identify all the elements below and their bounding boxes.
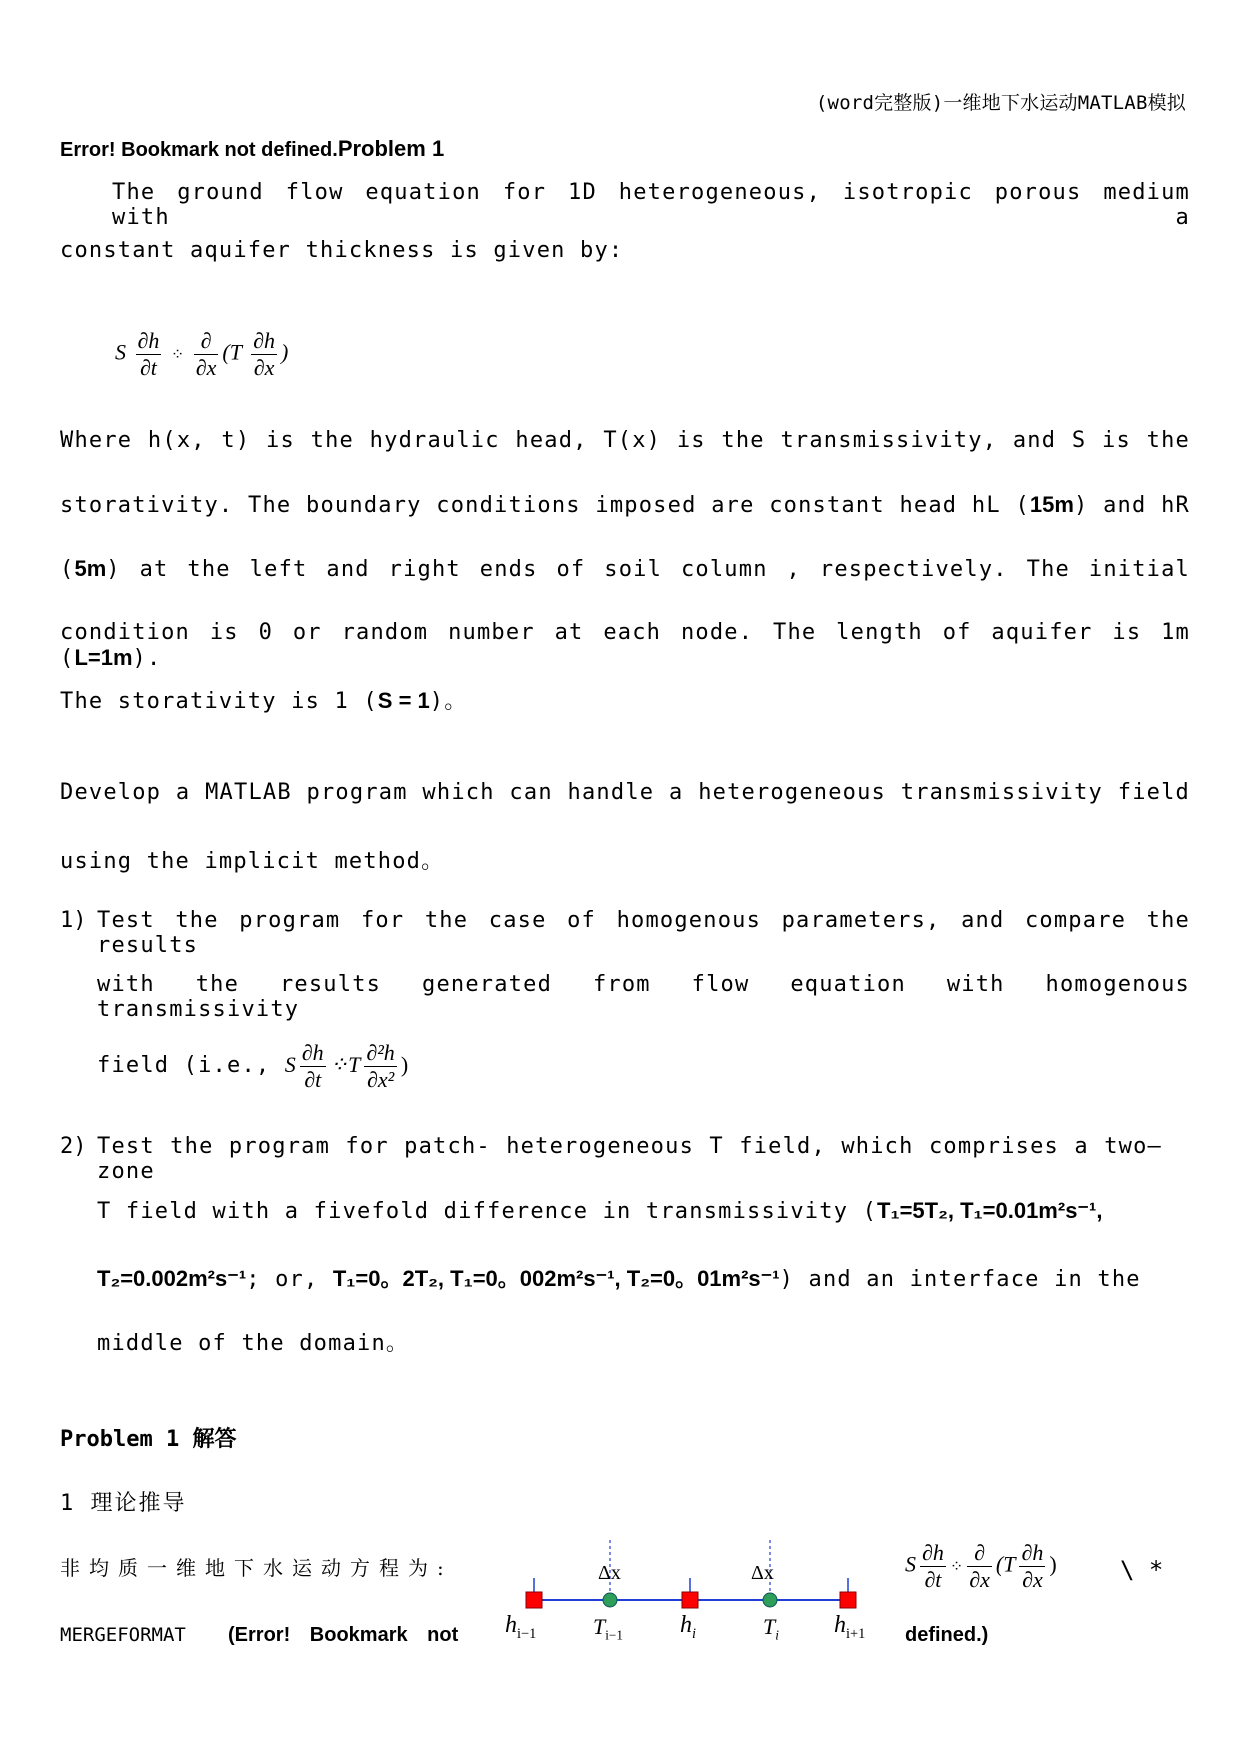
para2-hl-value: 15m: [1029, 492, 1074, 517]
item2-line4: middle of the domain。: [97, 1331, 410, 1356]
item1-eq-S: S: [284, 1051, 296, 1077]
item1-line3-a: field (i.e.,: [97, 1053, 285, 1079]
item2-t2-value: T₂=0.002m²s⁻¹: [97, 1266, 247, 1291]
head-node-i: [682, 1592, 698, 1608]
eq2-num1: ∂h: [922, 1540, 944, 1565]
para2-line2-a: storativity. The boundary conditions imposed are constant head hL (: [60, 493, 1030, 518]
item1-line3: [97, 1040, 1190, 1093]
label-h-ip1: $h_{i+1}$: [834, 1612, 866, 1642]
bookmark-error: Error! Bookmark not defined.: [60, 139, 338, 161]
problem-title-text: Problem 1: [337, 136, 445, 161]
eq2-den3: ∂x: [1022, 1567, 1043, 1592]
para2-line4-a: condition is 0 or random number at each node. The length of aquifer is 1m (: [60, 620, 1190, 671]
eq2-S: S: [905, 1551, 916, 1577]
item2-t-values-1: T₁=5T₂, T₁=0.01m²s⁻¹,: [877, 1198, 1103, 1223]
answer-title: Problem 1 解答: [60, 1427, 237, 1452]
eq1-den1: ∂t: [139, 355, 157, 380]
error-bookmark-text: (Error! Bookmark not: [228, 1624, 459, 1646]
item1-equation: [284, 1040, 409, 1092]
label-t-im1: $T_{i-1}$: [593, 1614, 623, 1643]
item2-line2-a: T field with a fivefold difference in transmissivity (: [97, 1199, 878, 1224]
eq2-paren-close: ): [1049, 1551, 1057, 1577]
t-node-im1: [603, 1593, 617, 1607]
label-h-im1: $h_{i-1}$: [505, 1612, 537, 1642]
para1-line1: The ground flow equation for 1D heterogeneous, isotropic porous medium with a: [112, 180, 1190, 230]
eq2-paren-open: (T: [995, 1551, 1016, 1577]
item1-line2: with the results generated from flow equation with homogenous transmissivity: [97, 972, 1190, 1022]
para2-line3-a: (: [60, 557, 75, 582]
equation-1: [115, 328, 288, 381]
para1-line2: constant aquifer thickness is given by:: [60, 238, 624, 263]
para2-length-value: L=1m: [74, 645, 133, 670]
para2-line3: [60, 556, 1190, 582]
derivation-text: 非均质一维地下水运动方程为:: [60, 1556, 453, 1580]
item1-eq-num: ∂h: [301, 1040, 324, 1065]
item1-eq-den: ∂t: [304, 1067, 322, 1092]
head-node-im1: [526, 1592, 542, 1608]
eq1-num2: ∂: [194, 328, 219, 355]
para2-hr-value: 5m: [74, 556, 107, 581]
backslash-star: \ *: [1120, 1556, 1164, 1584]
item2-number: 2): [60, 1134, 87, 1159]
item1-number: 1): [60, 908, 87, 933]
para2-line4: [60, 620, 1190, 671]
item1-eq-close: ): [400, 1051, 409, 1077]
eq2-num3: ∂h: [1021, 1540, 1044, 1565]
head-node-ip1: [840, 1592, 856, 1608]
para2-line5: [60, 684, 1190, 715]
eq2-op: ⁘: [949, 1558, 964, 1576]
item1-eq2-num: ∂²h: [366, 1040, 395, 1065]
eq1-den2: ∂x: [195, 355, 217, 380]
eq1-S: S: [115, 339, 126, 365]
para2-storativity-value: S = 1: [377, 688, 430, 713]
problem-title: [60, 136, 444, 162]
eq1-den3: ∂x: [253, 355, 275, 380]
page-header: (word完整版)一维地下水运动MATLAB模拟: [815, 92, 1186, 114]
para2-line2: [60, 492, 1190, 518]
para2-line3-c: ) at the left and right ends of soil column , respectively. The initial: [106, 557, 1190, 582]
eq1-op: ⁘: [170, 346, 185, 364]
item2-t-values-2: T₁=0。2T₂, T₁=0。002m²s⁻¹, T₂=0。01m²s⁻¹: [332, 1266, 780, 1291]
dx-right-label: Δx: [751, 1562, 774, 1584]
equation-2: [905, 1540, 1057, 1593]
eq2-num2: ∂: [967, 1540, 992, 1567]
eq1-paren-open: (T: [222, 339, 242, 365]
eq1-num3: ∂h: [253, 328, 275, 353]
item1-eq-op: ⁘T: [329, 1051, 361, 1077]
para3-line1: Develop a MATLAB program which can handle a heterogeneous transmissivity field: [60, 780, 1190, 805]
item2-line3-or: ; or,: [246, 1267, 333, 1292]
item2-line3: [97, 1262, 1190, 1293]
item2-line1: Test the program for patch- heterogeneous T field, which comprises a two—zone: [97, 1134, 1162, 1184]
item2-line3-d: ) and an interface in the: [779, 1267, 1141, 1292]
eq2-den2: ∂x: [969, 1567, 990, 1592]
dx-left-label: Δx: [598, 1562, 621, 1584]
label-t-i: $T_i$: [763, 1614, 779, 1643]
label-h-i: $h_i$: [680, 1612, 696, 1642]
mergeformat-text: MERGEFORMAT: [60, 1624, 186, 1646]
item1-line1: Test the program for the case of homogenous parameters, and compare the results: [97, 908, 1190, 958]
t-node-i: [763, 1593, 777, 1607]
item2-line2: [97, 1198, 1190, 1224]
section-1-title: 1 理论推导: [60, 1491, 187, 1516]
eq2-den1: ∂t: [924, 1567, 942, 1592]
para2-line1: Where h(x, t) is the hydraulic head, T(x) is the transmissivity, and S is the: [60, 428, 1190, 453]
eq1-num1: ∂h: [137, 328, 160, 353]
para2-line5-c: )。: [429, 689, 468, 714]
para2-line5-a: The storativity is 1 (: [60, 689, 378, 714]
para2-line2-c: ) and hR: [1073, 493, 1190, 518]
defined-text: defined.): [905, 1624, 989, 1646]
eq1-paren-close: ): [280, 339, 289, 365]
para3-line2: using the implicit method。: [60, 849, 445, 874]
para2-line4-c: ).: [132, 646, 162, 671]
item1-eq2-den: ∂x²: [366, 1067, 395, 1092]
